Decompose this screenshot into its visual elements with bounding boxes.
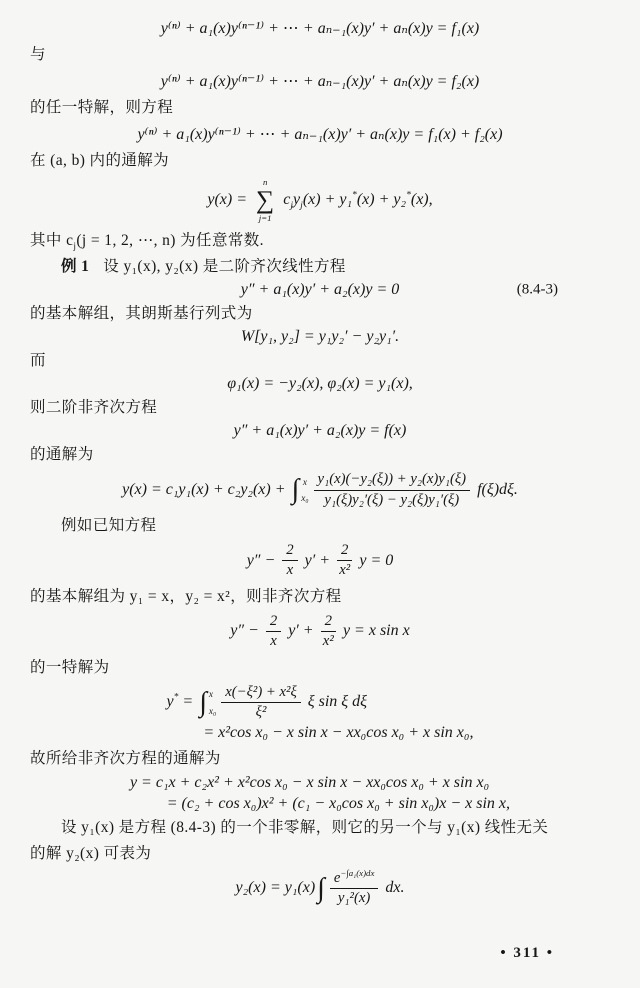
formula: = (c₂ + cos x₀)x² + (c₁ − x₀cos x₀ + sin x₀)x − x sin x, xyxy=(166,794,511,812)
formula: y″ − $\frac{2}{x}$ y′ + $\frac{2}{\text{x²}}$ y = 0 xyxy=(246,542,394,579)
paragraph-arbitrary-constants xyxy=(30,228,610,253)
paragraph-nonhomogeneous-intro: 则二阶非齐次方程 xyxy=(30,399,158,417)
formula: y″ − $\frac{2}{x}$ y′ + $\frac{2}{\text{x²}}$ y = x sin x xyxy=(230,612,410,650)
formula: = x²cos x₀ − x sin x − xx₀cos x₀ + x sin x₀, xyxy=(203,724,474,742)
equation-general-line-1 xyxy=(130,774,510,792)
equation-second-order-nonhomogeneous xyxy=(30,422,610,440)
formula: y⁽ⁿ⁾ + a₁(x)y⁽ⁿ⁻¹⁾ + ⋯ + aₙ₋₁(x)y′ + aₙ(x)y = f₁(x) xyxy=(160,20,480,37)
equation-particular-line-2 xyxy=(203,724,473,742)
formula: y″ + a₁(x)y′ + a₂(x)y = 0 xyxy=(240,280,400,298)
paragraph-any-particular-solution: 的任一特解，则方程 xyxy=(30,99,174,117)
example-1-label: 例 1 xyxy=(61,257,90,275)
equation-number-843: (8.4-3) xyxy=(516,281,558,298)
paragraph-particular-solution-intro: 的一特解为 xyxy=(30,658,110,676)
page-number: • 311 • xyxy=(500,945,554,961)
equation-nth-order-f1 xyxy=(30,18,610,38)
formula: y₂(x) = y₁(x) ∫ $\frac{e^{-\int a_1(x)dx}}{\text{y₁²(x)}}$ dx. xyxy=(235,867,405,907)
formula: y″ + a₁(x)y′ + a₂(x)y = f(x) xyxy=(233,422,407,440)
paragraph-while: 而 xyxy=(30,351,46,369)
formula: y = c₁x + c₂x² + x²cos x₀ − x sin x − xx₀cos x₀ + x sin x₀ xyxy=(129,773,490,791)
paragraph-example-1 xyxy=(30,254,610,279)
equation-variation-of-parameters xyxy=(30,471,610,509)
paragraph-hence-general-solution: 故所给非齐次方程的通解为 xyxy=(30,750,221,768)
formula: y⁽ⁿ⁾ + a₁(x)y⁽ⁿ⁻¹⁾ + ⋯ + aₙ₋₁(x)y′ + aₙ(x)y = f₁(x) + f₂(x) xyxy=(137,126,503,144)
equation-particular-solution xyxy=(30,684,610,743)
paragraph-fundamental-system: 的基本解组为 y₁ = x，y₂ = x²，则非齐次方程 xyxy=(30,587,342,605)
paragraph-nonzero-solution: 设 y₁(x) 是方程 (8.4-3) 的一个非零解，则它的另一个与 y₁(x) 线性无关 xyxy=(61,818,549,836)
paragraph-general-solution-interval: 在 (a, b) 内的通解为 xyxy=(30,152,170,170)
equation-second-order-homogeneous xyxy=(30,281,610,299)
equation-wronskian xyxy=(30,328,610,346)
equation-group xyxy=(130,774,510,813)
paragraph-general-solution-intro: 的通解为 xyxy=(30,446,94,464)
equation-nth-order-sum-rhs xyxy=(30,124,610,144)
equation-general-line-2 xyxy=(167,795,510,813)
formula: y(x) = c₁y₁(x) + c₂y₂(x) + ∫ x x₀ $\frac{\text{y₁(x)(−y₂(ξ)) + y₂(x)y₁(ξ)}}{\text{y₁(ξ)y₂′(ξ) − y₂(ξ)y₁′(ξ)}}$ f(ξ)dξ. xyxy=(122,471,518,508)
paragraph-solution-y2-intro: 的解 y₂(x) 可表为 xyxy=(30,844,152,862)
formula: y⁽ⁿ⁾ + a₁(x)y⁽ⁿ⁻¹⁾ + ⋯ + aₙ₋₁(x)y′ + aₙ(x)y = f₂(x) xyxy=(160,73,480,91)
equation-nth-order-f2 xyxy=(30,71,610,91)
formula: W[y₁, y₂] = y₁y₂′ − y₂y₁′. xyxy=(240,327,400,345)
equation-group xyxy=(167,684,474,743)
equation-example-nonhomogeneous xyxy=(30,613,610,651)
formula: y* = ∫ x x₀ $\frac{\text{x(−ξ²) + x²ξ}}{\text{ξ²}}$ ξ sin ξ dξ xyxy=(166,683,367,721)
equation-reduction-of-order xyxy=(30,867,610,908)
paragraph-known-equation: 例如已知方程 xyxy=(61,516,157,534)
paragraph-conjunction-and: 与 xyxy=(30,46,46,63)
example-1-text: 设 y₁(x), y₂(x) 是二阶齐次线性方程 xyxy=(103,257,346,275)
formula: 其中 $c_j(j = 1$, 2, ⋯, n) 为任意常数. xyxy=(30,231,264,252)
equation-example-homogeneous xyxy=(30,542,610,580)
equation-particular-line-1 xyxy=(167,684,474,722)
equation-example-general-solution xyxy=(30,774,610,813)
formula: φ₁(x) = −y₂(x), φ₂(x) = y₁(x), xyxy=(227,375,413,393)
paragraph-wronskian-intro: 的基本解组，其朗斯基行列式为 xyxy=(30,304,253,322)
equation-superposition-general-solution xyxy=(30,177,610,223)
formula: y(x) = n ∑ j=1 $c_jy_j(x) + y_1^*(x) + y_2^*(x)$, xyxy=(207,177,433,223)
equation-phi-definitions xyxy=(30,375,610,393)
